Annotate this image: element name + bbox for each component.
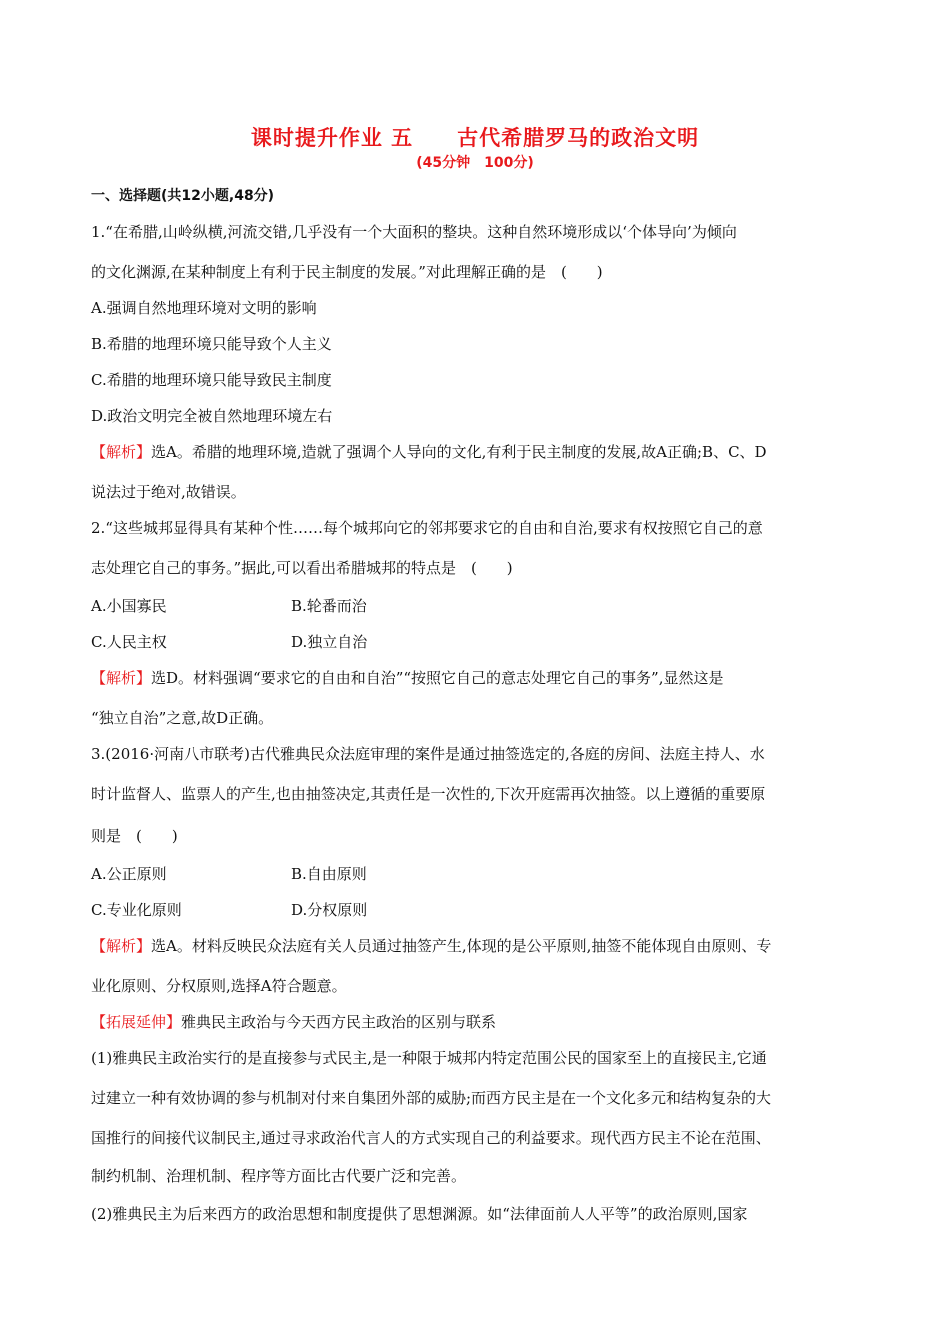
q3-option-d: D.分权原则: [291, 901, 368, 919]
q3-options-row2: [91, 900, 368, 920]
q2-option-b: B.轮番而治: [291, 597, 367, 615]
extension-p1-line2: 过建立一种有效协调的参与机制对付来自集团外部的威胁;而西方民主是在一个文化多元和结构复杂的大: [91, 1089, 772, 1107]
q1-option-d: D.政治文明完全被自然地理环境左右: [91, 407, 333, 425]
q3-option-a: A.公正原则: [91, 865, 167, 883]
q2-stem-line1: 2.“这些城邦显得具有某种个性……每个城邦向它的邻邦要求它的自由和自治,要求有权按照它自己的意: [91, 519, 763, 537]
q1-option-c: C.希腊的地理环境只能导致民主制度: [91, 371, 332, 389]
q3-option-b: B.自由原则: [291, 865, 367, 883]
q3-stem-line1: 3.(2016·河南八市联考)古代雅典民众法庭审理的案件是通过抽签选定的,各庭的房间、法庭主持人、水: [91, 745, 765, 763]
q3-analysis-line1: [91, 936, 771, 956]
q3-options-row1: [91, 864, 367, 884]
q2-option-d: D.独立自治: [291, 633, 368, 651]
q2-options-row2: [91, 632, 368, 652]
q2-options-row1: [91, 596, 367, 616]
analysis-text: 选A。希腊的地理环境,造就了强调个人导向的文化,有利于民主制度的发展,故A正确;B、C、D: [151, 443, 767, 461]
extension-heading: [91, 1012, 496, 1032]
extension-p1-line3: 国推行的间接代议制民主,通过寻求政治代言人的方式实现自己的利益要求。现代西方民主不论在范围、: [91, 1129, 771, 1147]
page-subtitle: (45分钟 100分): [416, 155, 534, 171]
q1-analysis-line2: 说法过于绝对,故错误。: [91, 483, 246, 501]
page-title: 课时提升作业 五 古代希腊罗马的政治文明: [250, 126, 700, 150]
q2-option-a: A.小国寡民: [91, 597, 167, 615]
analysis-text: 选D。材料强调“要求它的自由和自治”“按照它自己的意志处理它自己的事务”,显然这是: [151, 669, 724, 687]
q1-option-a: A.强调自然地理环境对文明的影响: [91, 299, 317, 317]
extension-tag: 【拓展延伸】: [91, 1013, 182, 1031]
analysis-text: 选A。材料反映民众法庭有关人员通过抽签产生,体现的是公平原则,抽签不能体现自由原则、专: [151, 937, 772, 955]
q1-stem-line2: 的文化渊源,在某种制度上有利于民主制度的发展。”对此理解正确的是 ( ): [91, 263, 603, 281]
analysis-tag: 【解析】: [91, 937, 152, 955]
q1-option-b: B.希腊的地理环境只能导致个人主义: [91, 335, 332, 353]
extension-p2-line1: (2)雅典民主为后来西方的政治思想和制度提供了思想渊源。如“法律面前人人平等”的政治原则,国家: [91, 1205, 748, 1223]
q3-option-c: C.专业化原则: [91, 901, 182, 919]
q3-analysis-line2: 业化原则、分权原则,选择A符合题意。: [91, 977, 347, 995]
q2-analysis-line1: [91, 668, 724, 688]
q3-stem-line2: 时计监督人、监票人的产生,也由抽签决定,其责任是一次性的,下次开庭需再次抽签。以上遵循的重要原: [91, 785, 766, 803]
q2-stem-line2: 志处理它自己的事务。”据此,可以看出希腊城邦的特点是 ( ): [91, 559, 513, 577]
q3-stem-line3: 则是 ( ): [91, 827, 178, 845]
section-heading: 一、选择题(共12小题,48分): [91, 188, 275, 204]
analysis-tag: 【解析】: [91, 669, 152, 687]
extension-title: 雅典民主政治与今天西方民主政治的区别与联系: [181, 1013, 497, 1031]
q1-stem-line1: 1.“在希腊,山岭纵横,河流交错,几乎没有一个大面积的整块。这种自然环境形成以‘个体导向’为倾向: [91, 223, 737, 241]
extension-p1-line4: 制约机制、治理机制、程序等方面比古代要广泛和完善。: [91, 1167, 467, 1185]
extension-p1-line1: (1)雅典民主政治实行的是直接参与式民主,是一种限于城邦内特定范围公民的国家至上的直接民主,它通: [91, 1049, 767, 1067]
q2-analysis-line2: “独立自治”之意,故D正确。: [91, 709, 274, 727]
q1-analysis-line1: [91, 442, 767, 462]
q2-option-c: C.人民主权: [91, 633, 167, 651]
analysis-tag: 【解析】: [91, 443, 152, 461]
